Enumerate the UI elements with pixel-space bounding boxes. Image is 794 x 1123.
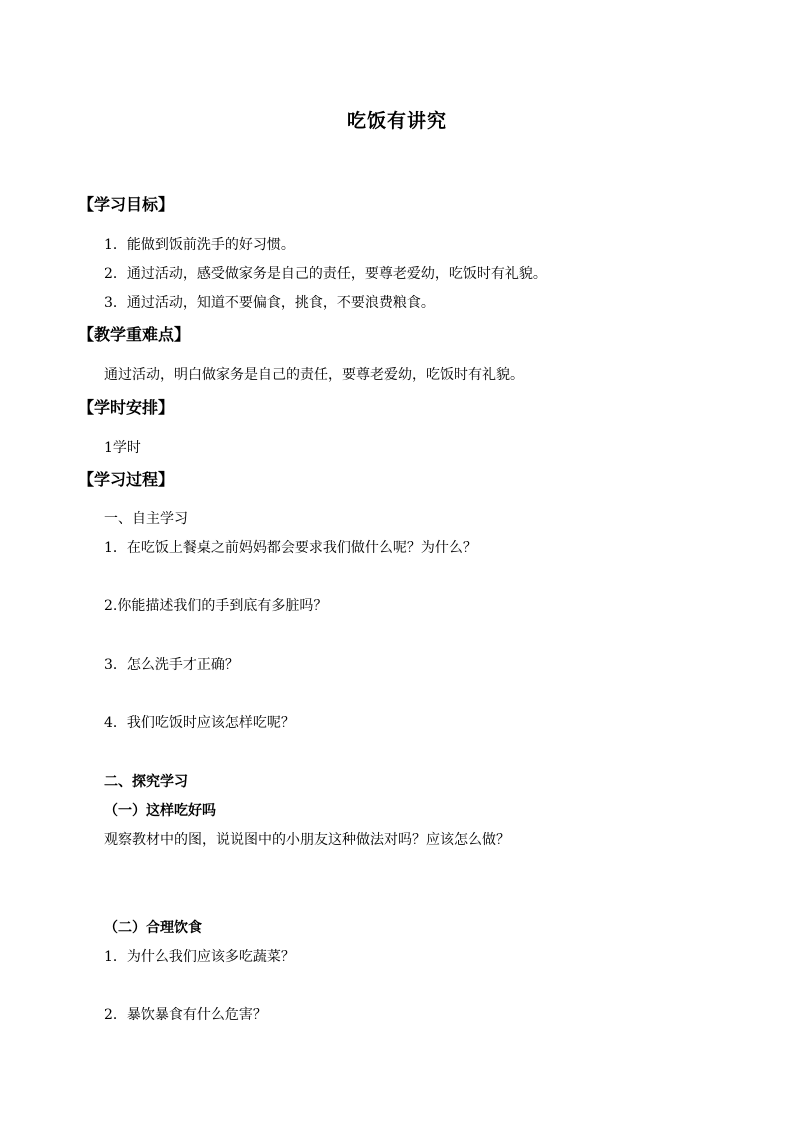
objective-item: 3．通过活动，知道不要偏食，挑食，不要浪费粮食。	[104, 295, 435, 311]
self-study-question: 4．我们吃饭时应该怎样吃呢？	[104, 715, 295, 731]
self-study-question: 1．在吃饭上餐桌之前妈妈都会要求我们做什么呢？为什么？	[104, 540, 477, 556]
objective-item: 1．能做到饭前洗手的好习惯。	[104, 237, 295, 253]
objectives-heading: 【学习目标】	[78, 195, 175, 214]
explore-part2-question: 1．为什么我们应该多吃蔬菜？	[104, 949, 295, 965]
explore-part2-question: 2．暴饮暴食有什么危害？	[104, 1007, 267, 1023]
explore-part2-heading: （二）合理饮食	[104, 920, 202, 936]
explore-heading: 二、探究学习	[104, 774, 188, 790]
self-study-question: 3．怎么洗手才正确？	[104, 657, 239, 673]
self-study-question: 2.你能描述我们的手到底有多脏吗？	[104, 598, 328, 614]
explore-part1-text: 观察教材中的图，说说图中的小朋友这种做法对吗？应该怎么做？	[104, 832, 510, 848]
process-heading: 【学习过程】	[78, 470, 175, 489]
objective-item: 2．通过活动，感受做家务是自己的责任，要尊老爱幼，吃饭时有礼貌。	[104, 266, 547, 282]
self-study-heading: 一、自主学习	[104, 511, 188, 527]
key-points-text: 通过活动，明白做家务是自己的责任，要尊老爱幼，吃饭时有礼貌。	[104, 367, 524, 383]
schedule-heading: 【学时安排】	[78, 398, 175, 417]
schedule-text: 1学时	[104, 440, 141, 456]
explore-part1-heading: （一）这样吃好吗	[104, 803, 216, 819]
page-title: 吃饭有讲究	[346, 110, 447, 132]
key-points-heading: 【教学重难点】	[78, 325, 191, 344]
